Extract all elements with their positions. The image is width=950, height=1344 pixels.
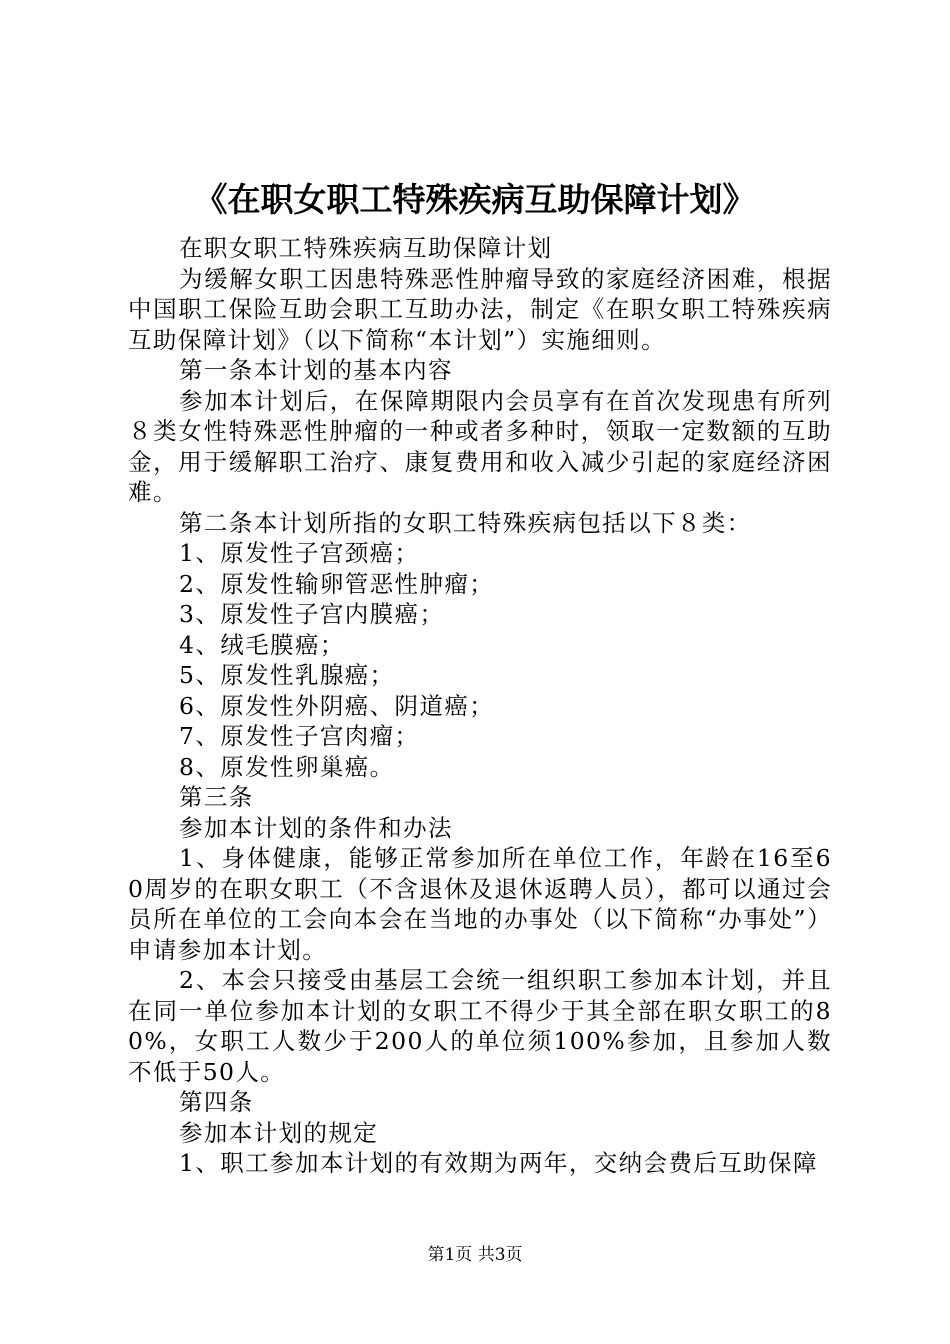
disease-item-2: 2、原发性输卵管恶性肿瘤； (179, 569, 495, 598)
disease-item-4: 4、绒毛膜癌； (179, 630, 345, 659)
document-title: 《在职女职工特殊疾病互助保障计划》 (194, 180, 756, 219)
document-body (128, 233, 832, 1179)
article-2-heading: 第二条本计划所指的女职工特殊疾病包括以下８类： (179, 508, 752, 537)
article-4-heading: 第四条 (179, 1088, 254, 1116)
article-4-clause-1: 1、职工参加本计划的有效期为两年，交纳会费后互助保障 (179, 1149, 818, 1177)
article-3-heading: 第三条 (179, 783, 254, 811)
article-4-subheading: 参加本计划的规定 (179, 1118, 379, 1147)
disease-item-5: 5、原发性乳腺癌； (179, 661, 395, 689)
disease-item-3: 3、原发性子宫内膜癌； (179, 600, 445, 628)
article-3-subheading: 参加本计划的条件和办法 (179, 813, 453, 842)
paragraph-subtitle: 在职女职工特殊疾病互助保障计划 (179, 234, 553, 262)
article-1-heading: 第一条本计划的基本内容 (179, 356, 453, 384)
article-3-clause-1: 1、身体健康，能够正常参加所在单位工作，年龄在16至60周岁的在职女职工（不含退休及退休返聘人员），都可以通过会员所在单位的工会向本会在当地的办事处（以下简称“办事处”）申请参加本计划。 (128, 844, 832, 964)
paragraph-intro: 为缓解女职工因患特殊恶性肿瘤导致的家庭经济困难，根据中国职工保险互助会职工互助办法，制定《在职女职工特殊疾病互助保障计划》（以下简称“本计划”）实施细则。 (128, 264, 832, 354)
article-3-clause-2: 2、本会只接受由基层工会统一组织职工参加本计划，并且在同一单位参加本计划的女职工不得少于其全部在职女职工的80%，女职工人数少于200人的单位须100%参加，且参加人数不低于50人。 (128, 966, 832, 1086)
article-1-body: 参加本计划后，在保障期限内会员享有在首次发现患有所列８类女性特殊恶性肿瘤的一种或者多种时，领取一定数额的互助金，用于缓解职工治疗、康复费用和收入减少引起的家庭经济困难。 (128, 386, 832, 506)
disease-item-6: 6、原发性外阴癌、阴道癌； (179, 691, 495, 720)
disease-item-8: 8、原发性卵巢癌。 (179, 752, 395, 781)
disease-item-7: 7、原发性子宫肉瘤； (179, 722, 420, 750)
disease-item-1: 1、原发性子宫颈癌； (179, 539, 420, 567)
page-footer: 第1页 共3页 (427, 1245, 523, 1265)
